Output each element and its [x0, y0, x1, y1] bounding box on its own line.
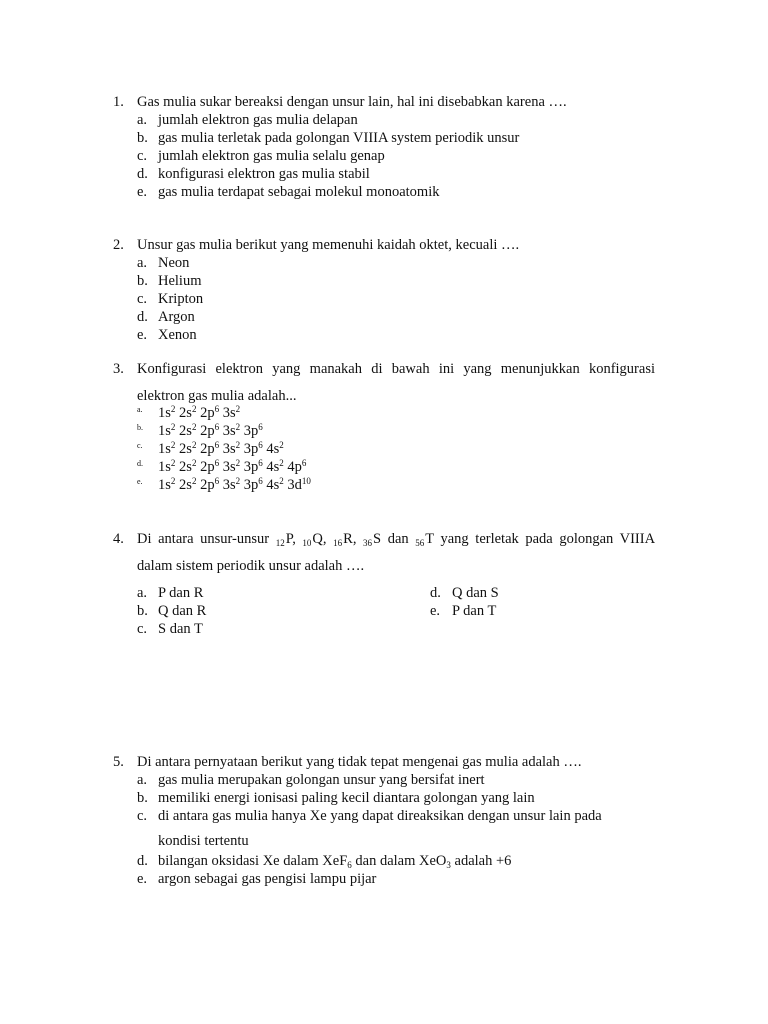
question-number: 1. [113, 94, 124, 110]
option-text: gas mulia merupakan golongan unsur yang bersifat inert [158, 772, 485, 788]
subscript: 6 [347, 860, 352, 870]
option-label: b. [137, 603, 148, 619]
atomic-number: 12 [275, 538, 285, 548]
electron-count: 6 [214, 404, 220, 414]
atomic-number: 56 [415, 538, 425, 548]
option-label: e. [430, 603, 441, 619]
electron-count: 2 [170, 404, 176, 414]
orbital: 1s [158, 405, 171, 421]
question-number: 4. [113, 531, 124, 547]
atomic-number: 36 [363, 538, 373, 548]
electron-count: 6 [258, 440, 263, 450]
option-label: b. [137, 273, 148, 289]
orbital: 2p [200, 441, 215, 457]
electron-count: 6 [214, 458, 220, 468]
electron-count: 6 [301, 458, 307, 468]
orbital: 3p [243, 423, 259, 439]
element-symbol [302, 531, 322, 547]
option-label: c. [137, 621, 148, 637]
orbital: 1s [158, 441, 171, 457]
option-text: konfigurasi elektron gas mulia stabil [158, 166, 370, 182]
stem-text: Di antara unsur-unsur [137, 531, 270, 547]
orbital: 3d [287, 477, 302, 493]
atomic-number: 10 [302, 538, 312, 548]
option-text: jumlah elektron gas mulia delapan [158, 112, 358, 128]
text-part: bilangan oksidasi Xe dalam XeF [158, 853, 348, 869]
option-text [158, 852, 511, 870]
subscript: 3 [446, 860, 451, 870]
option-text: di antara gas mulia hanya Xe yang dapat direaksikan dengan unsur lain pada [158, 808, 602, 824]
option-label: e. [137, 871, 148, 887]
element-symbol [333, 531, 353, 547]
orbital: 4s [266, 441, 280, 457]
option-text: Kripton [158, 291, 204, 307]
option-label: a. [137, 112, 148, 128]
option-text: P dan T [452, 603, 497, 619]
electron-count: 2 [191, 404, 197, 414]
electron-configuration [158, 476, 311, 494]
option-label: d. [137, 309, 148, 325]
option-text: jumlah elektron gas mulia selalu genap [158, 148, 385, 164]
electron-count: 2 [235, 476, 241, 486]
option-label: e. [137, 477, 143, 486]
question-stem: Di antara pernyataan berikut yang tidak tepat mengenai gas mulia adalah …. [137, 754, 582, 770]
orbital: 2s [179, 477, 192, 493]
symbol: P [285, 531, 293, 547]
orbital: 3s [222, 477, 236, 493]
question-stem: Unsur gas mulia berikut yang memenuhi kaidah oktet, kecuali …. [137, 237, 520, 253]
option-label: c. [137, 148, 148, 164]
symbol: R [343, 531, 353, 547]
electron-count: 2 [235, 440, 241, 450]
symbol: S [373, 531, 382, 547]
orbital: 1s [158, 459, 171, 475]
option-text: Q dan S [452, 585, 499, 601]
electron-count: 2 [170, 476, 176, 486]
electron-count: 2 [191, 440, 197, 450]
option-label: e. [137, 327, 148, 343]
element-symbol [276, 531, 292, 547]
electron-count: 2 [279, 458, 284, 468]
option-label: d. [430, 585, 441, 601]
option-label: a. [137, 255, 148, 271]
electron-count: 2 [279, 476, 284, 486]
text-part: dan dalam XeO [351, 853, 447, 869]
option-label: e. [137, 184, 148, 200]
electron-configuration [158, 422, 263, 440]
orbital: 3p [243, 459, 259, 475]
orbital: 3p [243, 441, 259, 457]
symbol: Q [312, 531, 323, 547]
orbital: 2p [200, 477, 215, 493]
option-label: d. [137, 166, 148, 182]
text-part: adalah +6 [450, 853, 512, 869]
orbital: 2s [179, 459, 192, 475]
question-number: 5. [113, 754, 124, 770]
option-label: c. [137, 291, 148, 307]
element-symbol [363, 531, 381, 547]
electron-count: 2 [191, 458, 197, 468]
orbital: 1s [158, 477, 171, 493]
option-text: P dan R [158, 585, 204, 601]
option-label: b. [137, 423, 143, 432]
orbital: 2p [200, 423, 215, 439]
orbital: 2s [179, 423, 192, 439]
orbital: 3s [222, 459, 236, 475]
orbital: 3s [222, 405, 236, 421]
question-stem-line-1: Konfigurasi elektron yang manakah di bawah ini yang menunjukkan konfigurasi [137, 361, 655, 377]
electron-count: 2 [235, 404, 241, 414]
option-label: b. [137, 130, 148, 146]
electron-count: 6 [258, 458, 263, 468]
orbital: 4p [287, 459, 302, 475]
option-label: a. [137, 585, 148, 601]
option-text: gas mulia terdapat sebagai molekul monoatomik [158, 184, 440, 200]
orbital: 1s [158, 423, 171, 439]
question-number: 2. [113, 237, 124, 253]
electron-count: 6 [214, 422, 220, 432]
electron-count: 10 [301, 476, 311, 486]
electron-configuration [158, 440, 284, 458]
orbital: 2p [200, 405, 215, 421]
electron-count: 2 [279, 440, 284, 450]
option-text: memiliki energi ionisasi paling kecil diantara golongan yang lain [158, 790, 535, 806]
option-label: a. [137, 772, 148, 788]
option-text: Helium [158, 273, 202, 289]
electron-count: 2 [170, 458, 176, 468]
electron-count: 2 [235, 422, 241, 432]
electron-count: 6 [214, 476, 220, 486]
question-stem-line-1: Di antara unsur-unsur $_{12}$P, $_{10}$Q, $_{16}$R, $_{36}$S dan $_{56}$T yang terletak pada golongan VIIIA [137, 531, 656, 548]
option-text: Argon [158, 309, 195, 325]
electron-count: 6 [258, 422, 263, 432]
option-label: c. [137, 441, 143, 450]
option-text: gas mulia terletak pada golongan VIIIA system periodik unsur [158, 130, 520, 146]
option-label: b. [137, 790, 148, 806]
element-symbol [415, 531, 434, 547]
question-number: 3. [113, 361, 124, 377]
orbital: 4s [266, 459, 280, 475]
stem-text: yang terletak pada golongan VIIIA [440, 531, 656, 547]
question-stem-line-2: dalam sistem periodik unsur adalah …. [137, 558, 365, 574]
orbital: 3s [222, 441, 236, 457]
electron-count: 6 [258, 476, 263, 486]
electron-count: 6 [214, 440, 220, 450]
option-text: Xenon [158, 327, 197, 343]
electron-configuration [158, 458, 306, 476]
option-text: S dan T [158, 621, 203, 637]
stem-text: dan [387, 531, 409, 547]
electron-count: 2 [170, 422, 176, 432]
orbital: 2p [200, 459, 215, 475]
question-stem-line-2: elektron gas mulia adalah... [137, 388, 297, 404]
electron-configuration [158, 404, 240, 422]
option-label: d. [137, 459, 143, 468]
electron-count: 2 [191, 422, 197, 432]
question-stem: Gas mulia sukar bereaksi dengan unsur lain, hal ini disebabkan karena …. [137, 94, 567, 110]
option-text-continued: kondisi tertentu [158, 833, 249, 849]
option-label: c. [137, 808, 148, 824]
electron-count: 2 [170, 440, 176, 450]
option-text: argon sebagai gas pengisi lampu pijar [158, 871, 377, 887]
orbital: 2s [179, 441, 192, 457]
option-text: Q dan R [158, 603, 207, 619]
symbol: T [425, 531, 434, 547]
option-label: d. [137, 853, 148, 869]
orbital: 2s [179, 405, 192, 421]
orbital: 3p [243, 477, 259, 493]
option-label: a. [137, 405, 143, 414]
electron-count: 2 [235, 458, 241, 468]
atomic-number: 16 [333, 538, 343, 548]
orbital: 4s [266, 477, 280, 493]
option-text: Neon [158, 255, 190, 271]
orbital: 3s [222, 423, 236, 439]
electron-count: 2 [191, 476, 197, 486]
